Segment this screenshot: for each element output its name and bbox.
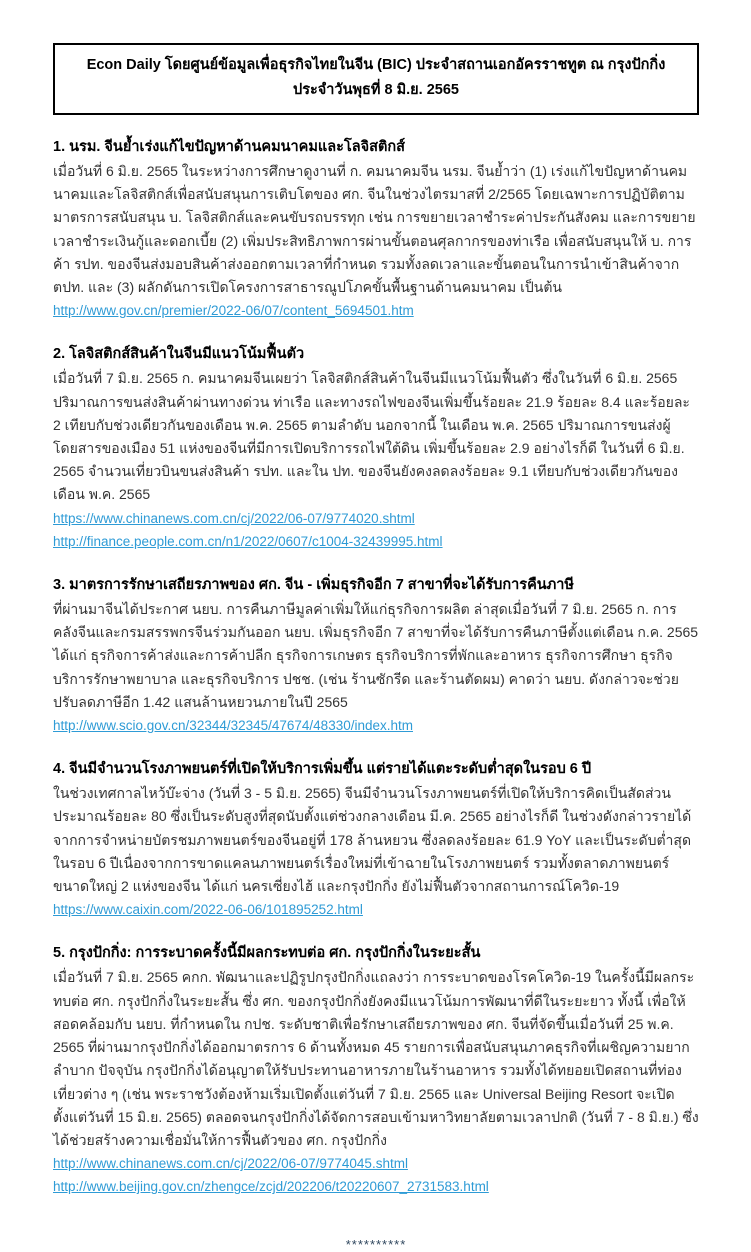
header-date: ประจำวันพุธที่ 8 มิ.ย. 2565	[293, 82, 459, 98]
news-section-2	[53, 343, 699, 553]
section-5-heading: 5. กรุงปักกิ่ง: การระบาดครั้งนี้มีผลกระทบต่อ ศก. กรุงปักกิ่งในระยะสั้น	[53, 945, 481, 962]
section-2-body: เมื่อวันที่ 7 มิ.ย. 2565 ก. คมนาคมจีนเผยว่า โลจิสติกส์สินค้าในจีนมีแนวโน้มฟื้นตัว ซึ่งในวันที่ 6 มิ.ย. 2565 ปริมาณการขนส่งสินค้าผ่านทางด่วน ท่าเรือ และทางรถไฟของจีนเพิ่มขึ้นร้อยละ 21.9 ร้อยละ 8.4 และร้อยละ 2 เทียบกับช่วงเดียวกันของเดือน พ.ค. 2565 ตามลำดับ นอกจากนี้ ในเดือน พ.ค. 2565 ปริมาณการขนส่งผู้โดยสารของเมือง 51 แห่งของจีนที่มีการเปิดบริการรถไฟใต้ดิน เพิ่มขึ้นร้อยละ 2.9 อย่างไรก็ดี ในวันที่ 6 มิ.ย. 2565 จำนวนเที่ยวบินขนส่งสินค้า รปท. และใน ปท. ของจีนยังคงลดลงร้อยละ 9.1 เทียบกับช่วงเดียวกันของเดือน พ.ค. 2565	[53, 370, 690, 503]
section-4-body: ในช่วงเทศกาลไหว้บ๊ะจ่าง (วันที่ 3 - 5 มิ.ย. 2565) จีนมีจำนวนโรงภาพยนตร์ที่เปิดให้บริการคิดเป็นสัดส่วนประมาณร้อยละ 80 ซึ่งเป็นระดับสูงที่สุดนับตั้งแต่ช่วงกลางเดือน มี.ค. 2565 อย่างไรก็ดี ในช่วงดังกล่าวรายได้จากการจำหน่ายบัตรชมภาพยนตร์ของจีนอยู่ที่ 178 ล้านหยวน ซึ่งลดลงร้อยละ 61.9 YoY และเป็นระดับต่ำสุดในรอบ 6 ปีเนื่องจากการขาดแคลนภาพยนตร์เรื่องใหม่ที่เข้าฉายในโรงภาพยนตร์ รวมทั้งตลาดภาพยนตร์ขนาดใหญ่ 2 แห่งของจีน ได้แก่ นครเซี่ยงไฮ้ และกรุงปักกิ่ง ยังไม่ฟื้นตัวจากสถานการณ์โควิด-19	[53, 785, 692, 895]
news-section-4	[53, 758, 699, 921]
section-4-link-1[interactable]: https://www.caixin.com/2022-06-06/101895252.html	[53, 902, 363, 918]
section-1-heading: 1. นรม. จีนย้ำเร่งแก้ไขปัญหาด้านคมนาคมและโลจิสติกส์	[53, 139, 406, 155]
section-2-link-1[interactable]: https://www.chinanews.com.cn/cj/2022/06-07/9774020.shtml	[53, 510, 415, 526]
section-3-link-1[interactable]: http://www.scio.gov.cn/32344/32345/47674/48330/index.htm	[53, 718, 413, 734]
section-1-link-1[interactable]: http://www.gov.cn/premier/2022-06/07/content_5694501.htm	[53, 303, 414, 319]
section-4-heading: 4. จีนมีจำนวนโรงภาพยนตร์ที่เปิดให้บริการเพิ่มขึ้น แต่รายได้แตะระดับต่ำสุดในรอบ 6 ปี	[53, 761, 592, 778]
section-5-link-2[interactable]: http://www.beijing.gov.cn/zhengce/zcjd/202206/t20220607_2731583.html	[53, 1179, 489, 1195]
news-section-3	[53, 574, 699, 737]
section-3-body: ที่ผ่านมาจีนได้ประกาศ นยบ. การคืนภาษีมูลค่าเพิ่มให้แก่ธุรกิจการผลิต ล่าสุดเมื่อวันที่ 7 มิ.ย. 2565 ก. การคลังจีนและกรมสรรพกรจีนร่วมกันออก นยบ. เพิ่มธุรกิจอีก 7 สาขาที่จะได้รับการคืนภาษีตั้งแต่เดือน ก.ค. 2565 ได้แก่ ธุรกิจการค้าส่งและการค้าปลีก ธุรกิจการเกษตร ธุรกิจบริการที่พักและอาหาร ธุรกิจการศึกษา ธุรกิจบริการรักษาพยาบาล และธุรกิจบริการ ปชช. (เช่น ร้านซักรีด และร้านตัดผม) คาดว่า นยบ. ดังกล่าวจะช่วยปรับลดภาษีอีก 1.42 แสนล้านหยวนภายในปี 2565	[53, 601, 699, 710]
section-2-link-2[interactable]: http://finance.people.com.cn/n1/2022/0607/c1004-32439995.html	[53, 533, 443, 549]
section-5-body: เมื่อวันที่ 7 มิ.ย. 2565 คกก. พัฒนาและปฏิรูปกรุงปักกิ่งแถลงว่า การระบาดของโรคโควิด-19 ในครั้งนี้มีผลกระทบต่อ ศก. กรุงปักกิ่งในระยะสั้น ซึ่ง ศก. ของกรุงปักกิ่งยังคงมีแนวโน้มการพัฒนาที่ดีในระยะยาว ทั้งนี้ เพื่อให้สอดคล้อมกับ นยบ. ที่กำหนดใน กปช. ระดับชาติเพื่อรักษาเสถียรภาพของ ศก. จีนที่จัดขึ้นเมื่อวันที่ 25 พ.ค. 2565 ที่ผ่านมากรุงปักกิ่งได้ออกมาตรการ 6 ด้านทั้งหมด 45 รายการเพื่อสนับสนุนภาคธุรกิจที่เผชิญความยากลำบาก ปัจจุบัน กรุงปักกิ่งได้อนุญาตให้รับประทานอาหารภายในร้านอาหาร รวมทั้งได้ทยอยเปิดสถานที่ท่องเที่ยวต่าง ๆ (เช่น พระราชวังต้องห้ามเริ่มเปิดตั้งแต่วันที่ 7 มิ.ย. 2565 และ Universal Beijing Resort จะเปิดตั้งแต่วันที่ 15 มิ.ย. 2565) ตลอดจนกรุงปักกิ่งได้จัดการสอบเข้ามหาวิทยาลัยตามเวลาปกติ (วันที่ 7 - 8 มิ.ย.) ซึ่งได้ช่วยสร้างความเชื่อมั่นให้การฟื้นตัวของ ศก. กรุงปักกิ่ง	[53, 969, 699, 1148]
news-section-1	[53, 136, 699, 322]
section-5-link-1[interactable]: http://www.chinanews.com.cn/cj/2022/06-07/9774045.shtml	[53, 1156, 408, 1172]
section-2-heading: 2. โลจิสติกส์สินค้าในจีนมีแนวโน้มฟื้นตัว	[53, 346, 305, 363]
section-3-heading: 3. มาตรการรักษาเสถียรภาพของ ศก. จีน - เพิ่มธุรกิจอีก 7 สาขาที่จะได้รับการคืนภาษี	[53, 577, 574, 594]
news-section-5	[53, 942, 699, 1198]
header-box	[53, 43, 699, 115]
section-1-body: เมื่อวันที่ 6 มิ.ย. 2565 ในระหว่างการศึกษาดูงานที่ ก. คมนาคมจีน นรม. จีนย้ำว่า (1) เร่งแก้ไขปัญหาด้านคมนาคมและโลจิสติกส์เพื่อสนับสนุนการเติบโตของ ศก. จีนในช่วงไตรมาสที่ 2/2565 โดยเฉพาะการปฏิบัติตามมาตรการสนับสนุน บ. โลจิสติกส์และคนขับรถบรรทุก เช่น การขยายเวลาชำระค่าประกันสังคม และการขยายเวลาชำระเงินกู้และดอกเบี้ย (2) เพิ่มประสิทธิภาพการผ่านขั้นตอนศุลกากรของท่าเรือ เพื่อสนับสนุนให้ บ. การค้า รปท. ของจีนส่งมอบสินค้าส่งออกตามเวลาที่กำหนด รวมทั้งลดเวลาและขั้นตอนในการนำเข้าสินค้าจาก ตปท. และ (3) ผลักดันการเปิดโครงการสาธารณูปโภคขั้นพื้นฐานด้านคมนาคม เป็นต้น	[53, 163, 696, 296]
footer-separator: **********	[345, 1236, 407, 1252]
header-title: Econ Daily โดยศูนย์ข้อมูลเพื่อธุรกิจไทยในจีน (BIC) ประจำสถานเอกอัครราชทูต ณ กรุงปักกิ่ง	[86, 57, 666, 73]
